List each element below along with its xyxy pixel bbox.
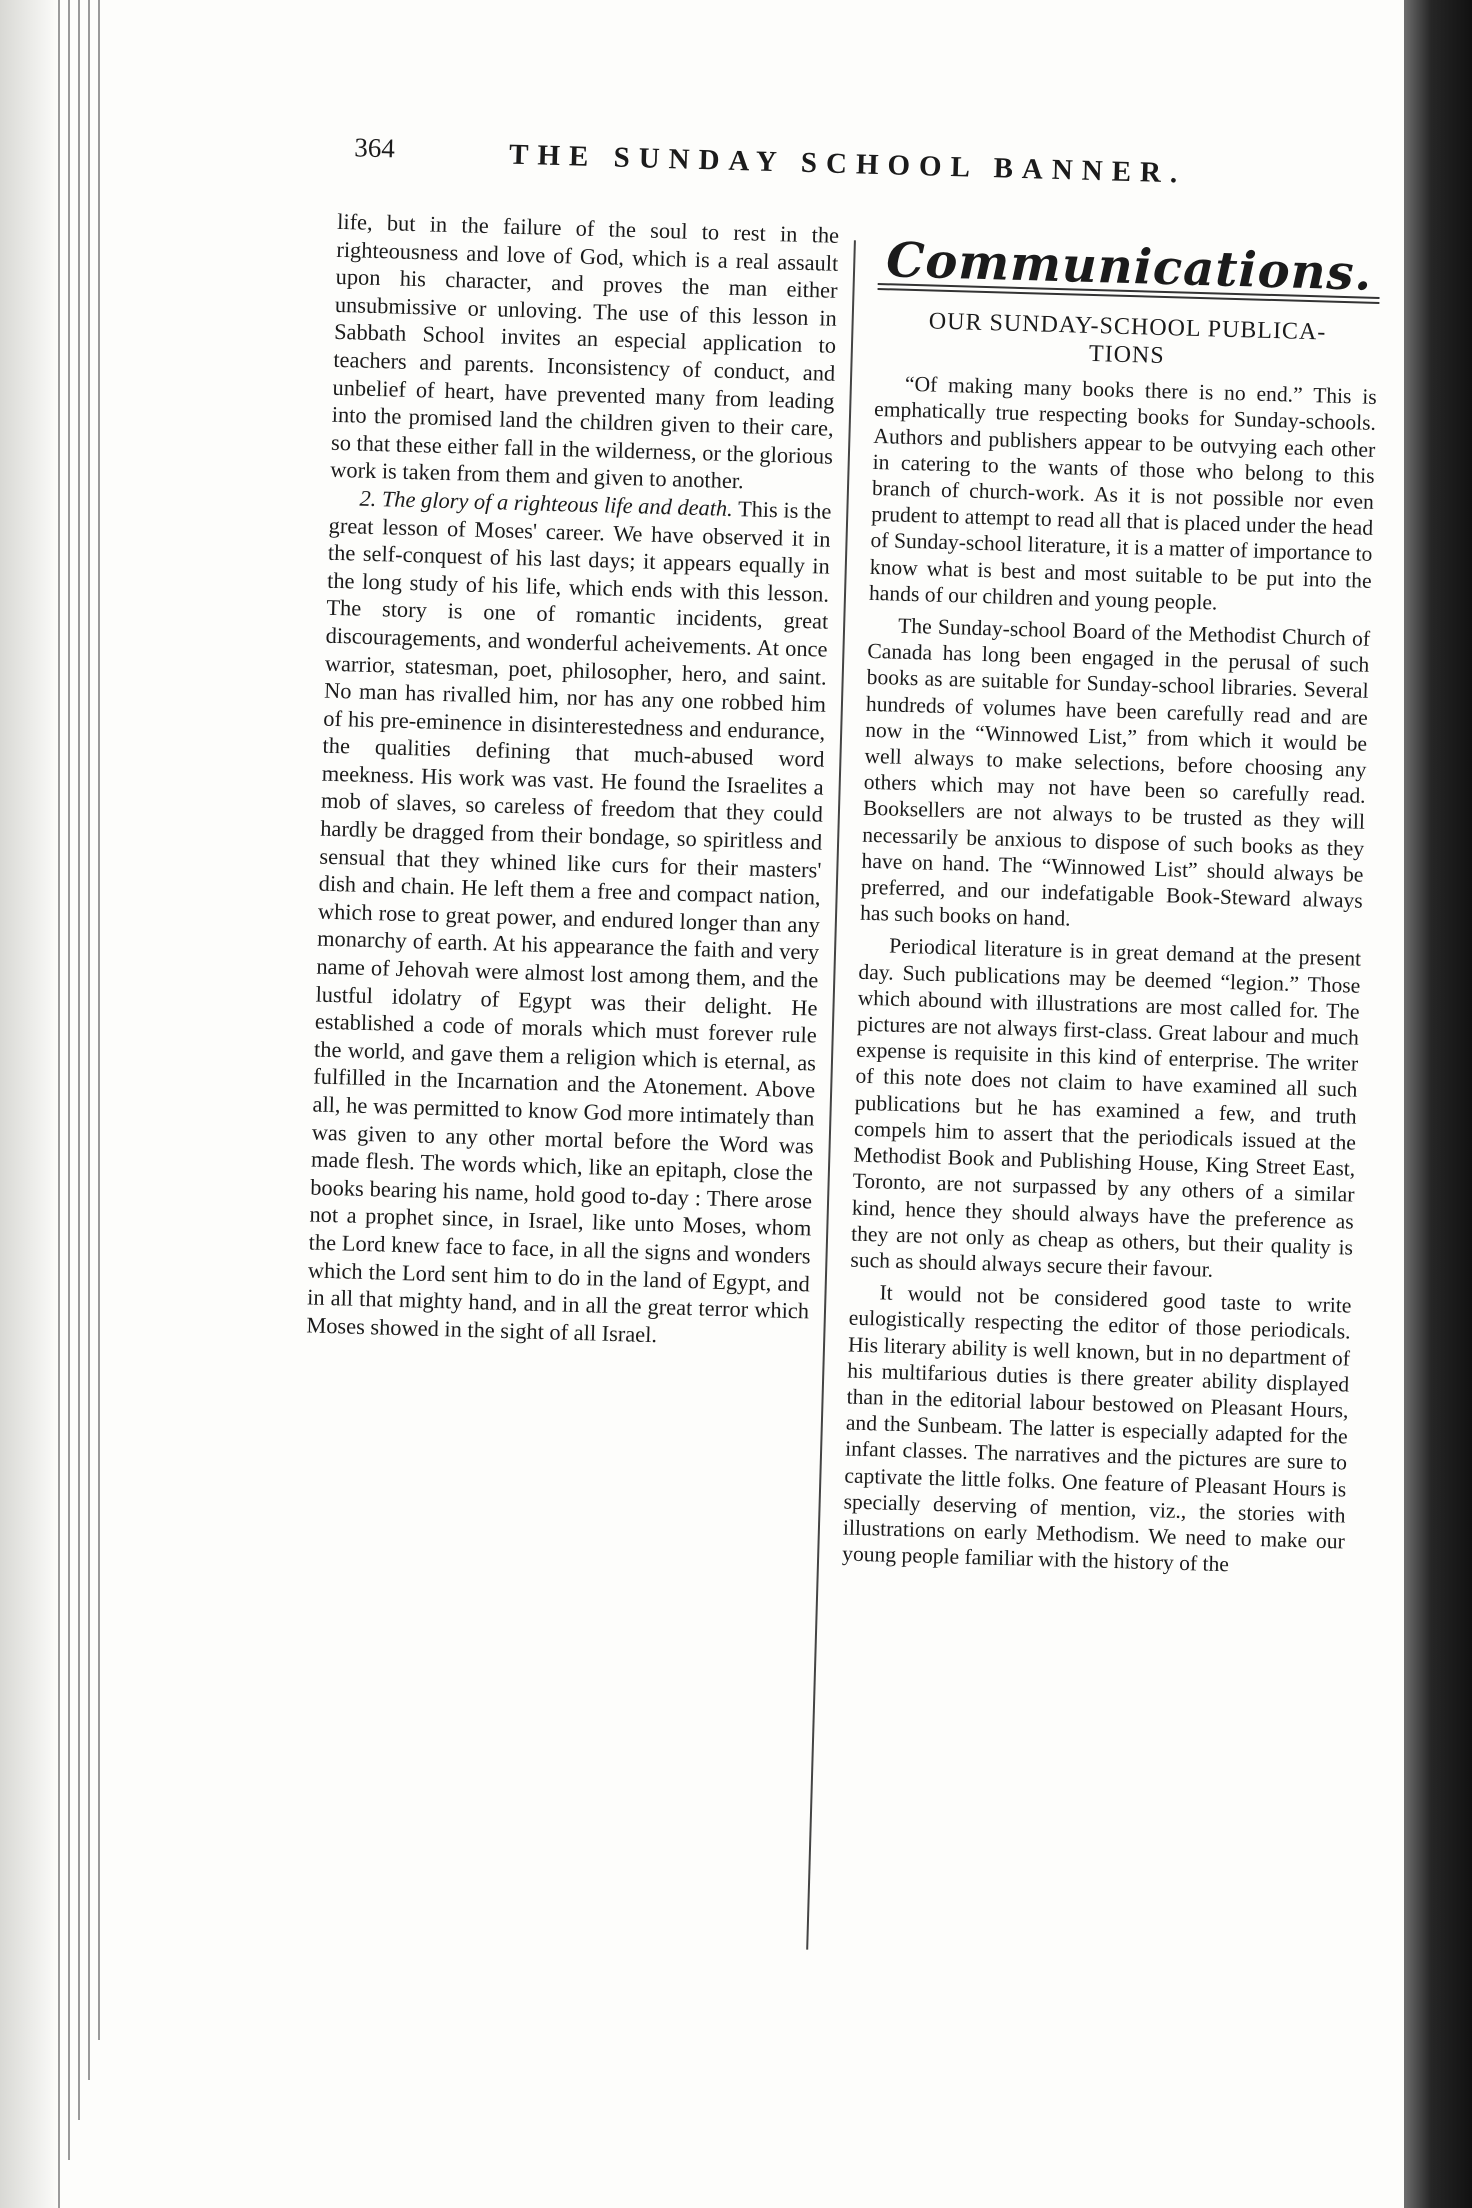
journal-title: THE SUNDAY SCHOOL BANNER.: [508, 138, 1187, 190]
article-paragraph-2: The Sunday-school Board of the Methodist Church of Canada has long been engaged in the perusal of such books as are suitable for Sunday-school libraries. Several hundreds of volumes have been carefully read and are now in the “Winnowed List,” from which it would be well always to make selections, before choosing any others which may not have been so carefully read. Booksellers are not always to be trusted as they will necessarily be anxious to dispose of such books as they have on hand. The “Winnowed List” should always be preferred, and our indefatigable Book-Steward always has such books on hand.: [859, 613, 1371, 931]
section-heading: Communications.: [885, 232, 1374, 302]
article-paragraph-4: It would not be considered good taste to write eulogistically respecting the editor of those periodicals. His literary ability is well known, but in no department of his multifarious duties is there greater ability displayed than in the editorial labour bestowed on Pleasant Hours, and the Sunbeam. The latter is especially adapted for the infant classes. The narratives and the pictures are sure to captivate the little folks. One feature of Pleasant Hours is specially deserving of mention, viz., the stories with illustrations on early Methodism. We need to make our young people familiar with the history of the: [841, 1280, 1352, 1577]
right-column: [841, 232, 1381, 1581]
running-head: [289, 130, 1290, 198]
page-number: 364: [353, 132, 396, 164]
left-column: [306, 208, 839, 1353]
article-title-line-2: TIONS: [1088, 341, 1165, 370]
article-paragraph-3: Periodical literature is in great demand at the present day. Such publications may be deemed “legion.” Those which abound with illustrations are most called for. The pictures are not always first-class. Great labour and much expense is requisite in this kind of enterprise. The writer of this note does not claim to have examined all such publications but he has examined a few, and truth compels him to assert that the periodicals issued at the Methodist Book and Publishing House, King Street East, Toronto, are not surpassed by any others of a similar kind, hence they should always have the preference as they are not only as cheap as others, but their quality is such as should always secure their favour.: [850, 934, 1362, 1282]
lesson-point-body: This is the great lesson of Moses' career. We have observed it in the self-conquest of his last days; it appears equally in the long study of his life, which ends with this lesson. The story is one of romantic incidents, great discouragements, and wonderful acheivements. At once warrior, statesman, poet, philosopher, hero, and saint. No man has rivalled him, nor has any one robbed him of his pre-eminence in disinterestedness and endurance, the qualities defining that much-abused word meekness. His work was vast. He found the Israelites a mob of slaves, so careless of freedom that they could hardly be dragged from their bondage, so spiritless and sensual that they whined like curs for their masters' dish and chain. He left them a free and compact nation, which rose to great power, and endured longer than any monarchy of earth. At his appearance the faith and very name of Jehovah were almost lost among them, and the lustful idolatry of Egypt was their delight. He established a code of morals which must forever rule the world, and gave them a religion which is eternal, as fulfilled in the Incarnation and the Atonement. Above all, he was permitted to know God more intimately than was given to any other mortal before the Word was made flesh. The words which, like an epitaph, close the books bearing his name, hold good to-day : There arose not a prophet since, in Israel, like unto Moses, whom the Lord knew face to face, in all the signs and wonders which the Lord sent him to do in the land of Egypt, and in all that mighty hand, and in all the great terror which Moses showed in the sight of all Israel.: [306, 496, 832, 1347]
page-stack-edges: [0, 0, 120, 2208]
book-binding-edge: [1404, 0, 1472, 2208]
article-title-line-1: OUR SUNDAY-SCHOOL PUBLICA-: [928, 308, 1327, 346]
article-paragraph-1: “Of making many books there is no end.” This is emphatically true respecting books for Sunday-schools. Authors and publishers appear to be outvying each other in catering to the wants of those who belong to this branch of church-work. As it is not possible nor even prudent to attempt to read all that is placed under the head of Sunday-school literature, it is a matter of importance to know what is best and most suitable to be put into the hands of our children and young people.: [868, 371, 1378, 615]
left-paragraph-1: life, but in the failure of the soul to rest in the righteousness and love of God, which is a real assault upon his character, and proves the man either unsubmissive or unloving. The use of this lesson in Sabbath School invites an especial application to teachers and parents. Inconsistency of conduct, and unbelief of heart, have prevented many from leading into the promised land the children given to their care, so that these either fall in the wilderness, or the glorious work is taken from them and given to another.: [329, 208, 840, 494]
lesson-point-heading: 2. The glory of a righteous life and death.: [359, 485, 734, 521]
left-paragraph-2: [306, 484, 832, 1353]
book-page: [235, 115, 1400, 2115]
article-title: [876, 306, 1379, 376]
